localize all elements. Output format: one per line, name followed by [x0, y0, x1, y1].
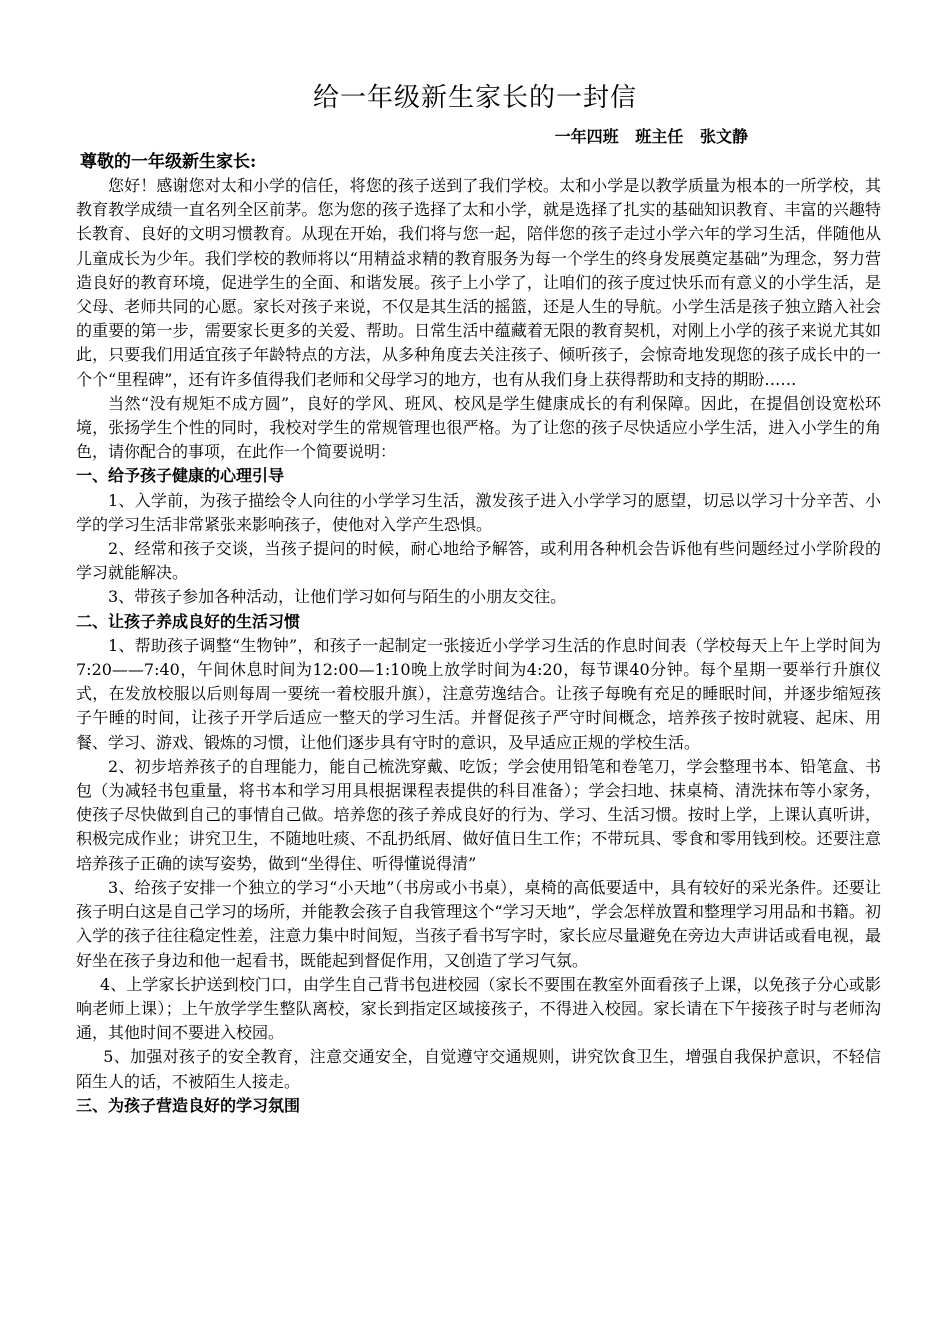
- section-heading: 三、为孩子营造良好的学习氛围: [76, 1095, 301, 1115]
- section-item: 3、给孩子安排一个独立的学习“小天地”（书房或小书桌），桌椅的高低要适中，具有较好的采光条件。还要让孩子明白这是自己学习的场所，并能教会孩子自我管理这个“学习天地”，学会怎样放置和整理学习用品和书籍。初入学的孩子往往稳定性差，注意力集中时间短，当孩子看书写字时，家长应尽量避免在旁边大声讲话或看电视，最好坐在孩子身边和他一起看书，既能起到督促作用，又创造了学习气氛。: [76, 877, 881, 970]
- section-item: 2、初步培养孩子的自理能力，能自己梳洗穿戴、吃饭；学会使用铅笔和卷笔刀，学会整理书本、铅笔盒、书包（为减轻书包重量，将书本和学习用具根据课程表提供的科目准备）；学会扫地、抹桌椅、清洗抹布等小家务，使孩子尽快做到自己的事情自己做。培养您的孩子养成良好的行为、学习、生活习惯。按时上学，上课认真听讲，积极完成作业；讲究卫生，不随地吐痰、不乱扔纸屑、做好值日生工作；不带玩具、零食和零用钱到校。还要注意培养孩子正确的读写姿势，做到“坐得住、听得懂说得清”: [76, 756, 881, 873]
- letter-body: [76, 174, 881, 1118]
- intro-paragraph: 您好！感谢您对太和小学的信任，将您的孩子送到了我们学校。太和小学是以教学质量为根本的一所学校，其教育教学成绩一直名列全区前茅。您为您的孩子选择了太和小学，就是选择了扎实的基础知识教育、丰富的兴趣特长教育、良好的文明习惯教育。从现在开始，我们将与您一起，陪伴您的孩子走过小学六年的学习生活，伴随他从儿童成长为少年。我们学校的教师将以“用精益求精的教育服务为每一个学生的终身发展奠定基础”为理念，努力营造良好的教育环境，促进学生的全面、和谐发展。孩子上小学了，让咱们的孩子度过快乐而有意义的小学生活，是父母、老师共同的心愿。家长对孩子来说，不仅是其生活的摇篮，还是人生的导航。小学生活是孩子独立踏入社会的重要的第一步，需要家长更多的关爱、帮助。日常生活中蕴藏着无限的教育契机，对刚上小学的孩子来说尤其如此，只要我们用适宜孩子年龄特点的方法，从多种角度去关注孩子、倾听孩子，会惊奇地发现您的孩子成长中的一个个“里程碑”，还有许多值得我们老师和父母学习的地方，也有从我们身上获得帮助和支持的期盼……: [76, 176, 881, 389]
- author-line: 一年四班 班主任 张文静: [554, 127, 748, 146]
- section-item: 2、经常和孩子交谈，当孩子提问的时候，耐心地给予解答，或利用各种机会告诉他有些问题经过小学阶段的学习就能解决。: [76, 539, 881, 583]
- section-heading: 一、给予孩子健康的心理引导: [76, 466, 285, 486]
- letter-title: 给一年级新生家长的一封信: [312, 83, 637, 113]
- salutation: 尊敬的一年级新生家长:: [80, 152, 257, 172]
- rules-paragraph: 当然“没有规矩不成方圆”，良好的学风、班风、校风是学生健康成长的有利保障。因此，在提倡创设宽松环境，张扬学生个性的同时，我校对学生的常规管理也很严格。为了让您的孩子尽快适应小学生活，进入小学生的角色，请你配合的事项，在此作一个简要说明：: [76, 393, 881, 462]
- section-item: 3、带孩子参加各种活动，让他们学习如何与陌生的小朋友交往。: [108, 587, 567, 607]
- section-item: 4、上学家长护送到校门口，由学生自己背书包进校园（家长不要围在教室外面看孩子上课，以免孩子分心或影响老师上课）；上午放学学生整队离校，家长到指定区域接孩子，不得进入校园。家长请在下午接孩子时与老师沟通，其他时间不要进入校园。: [76, 974, 881, 1043]
- section-item: 1、帮助孩子调整“生物钟”，和孩子一起制定一张接近小学学习生活的作息时间表（学校每天上午上学时间为7:20——7:40，午间休息时间为12:00—1:10晚上放学时间为4:20，每节课40分钟。每个星期一要举行升旗仪式，在发放校服以后则每周一要统一着校服升旗），注意劳逸结合。让孩子每晚有充足的睡眠时间，并逐步缩短孩子午睡的时间，让孩子开学后适应一整天的学习生活。并督促孩子严守时间概念，培养孩子按时就寝、起床、用餐、学习、游戏、锻炼的习惯，让他们逐步具有守时的意识，及早适应正规的学校生活。: [76, 635, 881, 752]
- section-item: 1、入学前，为孩子描绘令人向往的小学学习生活，激发孩子进入小学学习的愿望，切忌以学习十分辛苦、小学的学习生活非常紧张来影响孩子，使他对入学产生恐惧。: [76, 490, 881, 534]
- section-heading: 二、让孩子养成良好的生活习惯: [76, 611, 301, 631]
- section-item: 5、加强对孩子的安全教育，注意交通安全，自觉遵守交通规则，讲究饮食卫生，增强自我保护意识，不轻信陌生人的话，不被陌生人接走。: [76, 1047, 881, 1091]
